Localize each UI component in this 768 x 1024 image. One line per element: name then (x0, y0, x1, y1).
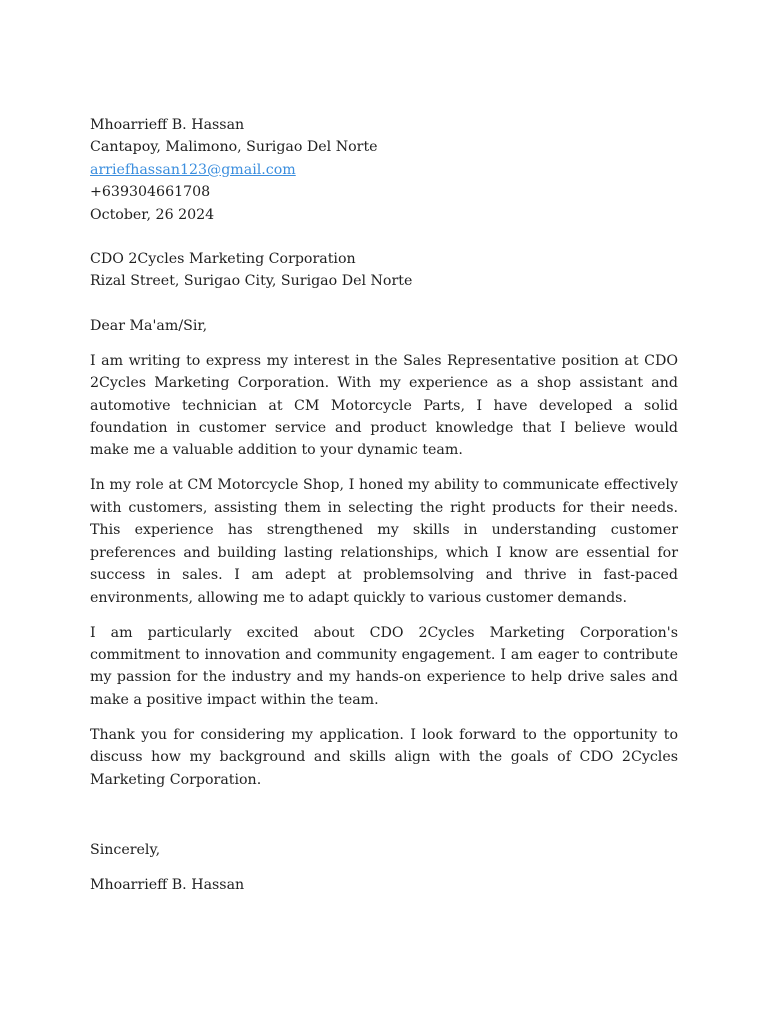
spacer (90, 804, 678, 839)
salutation: Dear Ma'am/Sir, (90, 317, 208, 334)
closing: Sincerely, (90, 841, 161, 858)
body-paragraph-4: Thank you for considering my application. I look forward to the opportunity to discuss how my background and skills align with the goals of CDO 2Cycles Marketing Corporation. (90, 726, 678, 788)
recipient-company: CDO 2Cycles Marketing Corporation (90, 251, 356, 268)
cover-letter (90, 114, 678, 909)
sender-address: Cantapoy, Malimono, Surigao Del Norte (90, 139, 378, 156)
spacer (90, 293, 678, 315)
body-paragraph-2: In my role at CM Motorcycle Shop, I honed my ability to communicate effectively with customers, assisting them in selecting the right products for their needs. This experience has strengthened my skills in understanding customer preferences and building lasting relationships, which I know are essential for success in sales. I am adept at problemsolving and thrive in fast-paced environments, allowing me to adapt quickly to various customer demands. (90, 477, 678, 606)
spacer (90, 226, 678, 248)
sender-name: Mhoarrieff B. Hassan (90, 117, 245, 133)
sender-phone: +639304661708 (90, 184, 211, 201)
recipient-address: Rizal Street, Surigao City, Surigao Del Norte (90, 273, 413, 290)
letter-date: October, 26 2024 (90, 206, 215, 223)
signature-name: Mhoarrieff B. Hassan (90, 876, 245, 893)
sender-block (90, 114, 678, 226)
sender-email-link[interactable]: arriefhassan123@gmail.com (90, 161, 296, 178)
recipient-block (90, 248, 678, 293)
body-paragraph-1: I am writing to express my interest in the Sales Representative position at CDO 2Cycles Marketing Corporation. With my experience as a shop assistant and automotive technician at CM Motorcycle Parts, I have developed a solid foundation in customer service and product knowledge that I believe would make me a valuable addition to your dynamic team. (90, 352, 678, 459)
body-paragraph-3: I am particularly excited about CDO 2Cycles Marketing Corporation's commitment to innovation and community engagement. I am eager to contribute my passion for the industry and my hands-on experience to help drive sales and make a positive impact within the team. (90, 624, 678, 708)
